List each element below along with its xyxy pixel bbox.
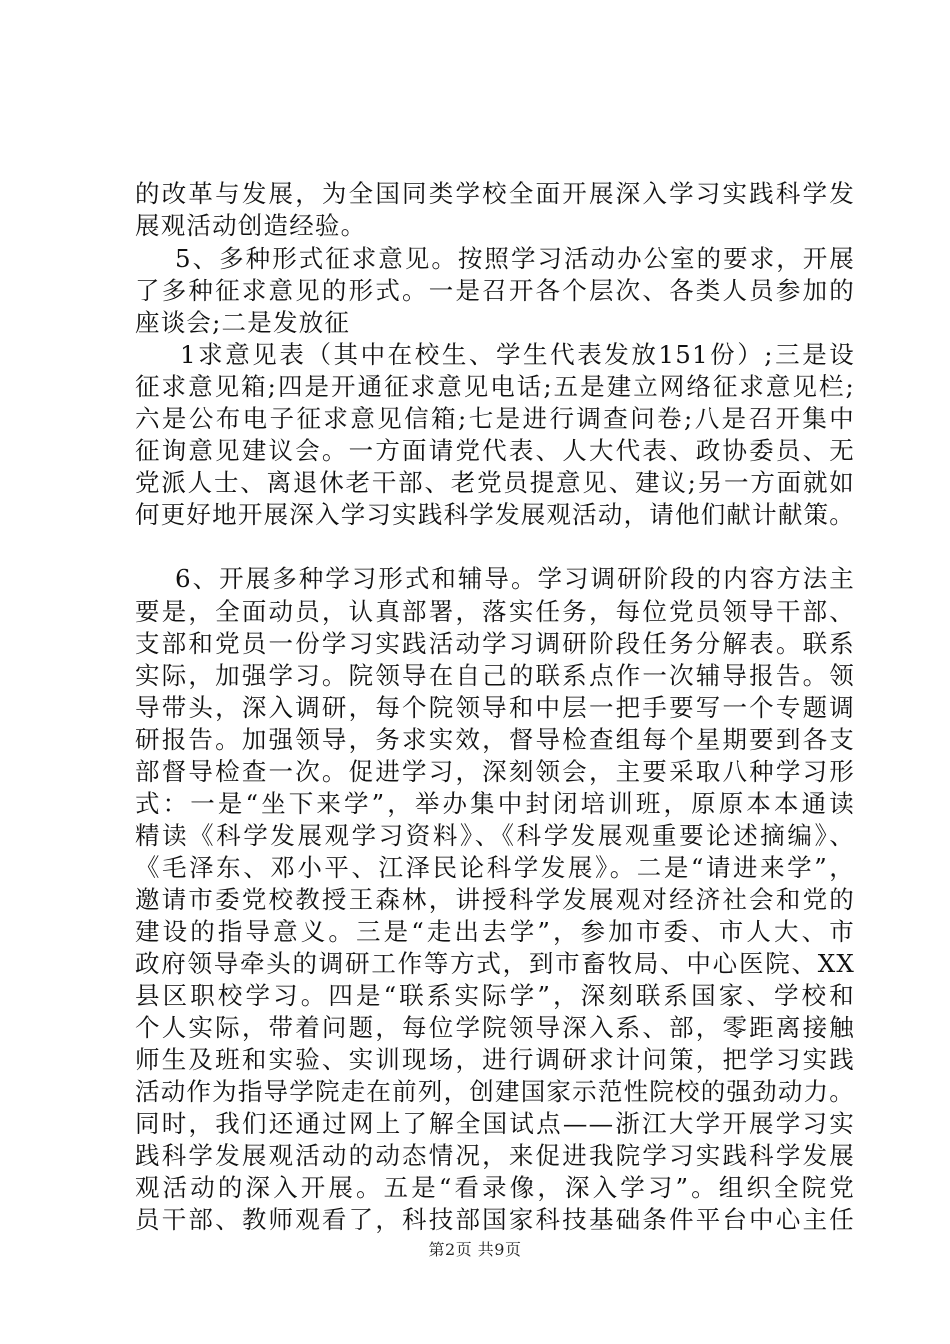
text-line: 6、开展多种学习形式和辅导。学习调研阶段的内容方法主: [175, 564, 855, 593]
text-line: 《毛泽东、邓小平、江泽民论科学发展》。二是“请进来学”，: [135, 853, 855, 882]
text-line: 的改革与发展，为全国同类学校全面开展深入学习实践科学发: [135, 179, 855, 208]
text-line: 邀请市委党校教授王森林，讲授科学发展观对经济社会和党的: [135, 885, 855, 914]
text-line: 1求意见表（其中在校生、学生代表发放151份）;三是设: [180, 340, 855, 369]
text-line: 征询意见建议会。一方面请党代表、人大代表、政协委员、无: [135, 436, 855, 465]
text-line: 个人实际，带着问题，每位学院领导深入系、部，零距离接触: [135, 1013, 855, 1042]
text-line: 5、多种形式征求意见。按照学习活动办公室的要求，开展: [175, 244, 855, 273]
text-line: 征求意见箱;四是开通征求意见电话;五是建立网络征求意见栏;: [135, 372, 855, 401]
text-line: 县区职校学习。四是“联系实际学”，深刻联系国家、学校和: [135, 981, 855, 1010]
text-line: 六是公布电子征求意见信箱;七是进行调查问卷;八是召开集中: [135, 404, 855, 433]
text-line: 座谈会;二是发放征: [135, 308, 351, 337]
text-line: 研报告。加强领导，务求实效，督导检查组每个星期要到各支: [135, 725, 855, 754]
text-line: 部督导检查一次。促进学习，深刻领会，主要采取八种学习形: [135, 757, 855, 786]
text-line: 式：一是“坐下来学”，举办集中封闭培训班，原原本本通读: [135, 789, 855, 818]
page-number-footer: 第2页 共9页: [428, 1240, 522, 1259]
text-line: 政府领导牵头的调研工作等方式，到市畜牧局、中心医院、XX: [135, 949, 855, 978]
text-line: 建设的指导意义。三是“走出去学”，参加市委、市人大、市: [135, 917, 855, 946]
text-line: 活动作为指导学院走在前列，创建国家示范性院校的强劲动力。: [135, 1077, 855, 1106]
text-line: 践科学发展观活动的动态情况，来促进我院学习实践科学发展: [135, 1141, 855, 1170]
text-line: 观活动的深入开展。五是“看录像，深入学习”。组织全院党: [135, 1173, 855, 1202]
text-line: 支部和党员一份学习实践活动学习调研阶段任务分解表。联系: [135, 629, 855, 658]
text-line: 何更好地开展深入学习实践科学发展观活动，请他们献计献策。: [135, 500, 855, 529]
text-line: 员干部、教师观看了，科技部国家科技基础条件平台中心主任: [135, 1205, 855, 1234]
text-line: 展观活动创造经验。: [135, 211, 367, 240]
text-line: 要是，全面动员，认真部署，落实任务，每位党员领导干部、: [135, 597, 855, 626]
text-line: 同时，我们还通过网上了解全国试点——浙江大学开展学习实: [135, 1109, 855, 1138]
text-line: 实际，加强学习。院领导在自己的联系点作一次辅导报告。领: [135, 661, 855, 690]
text-line: 党派人士、离退休老干部、老党员提意见、建议;另一方面就如: [135, 468, 855, 497]
text-line: 了多种征求意见的形式。一是召开各个层次、各类人员参加的: [135, 276, 855, 305]
text-line: 精读《科学发展观学习资料》、《科学发展观重要论述摘编》、: [135, 821, 855, 850]
text-line: 师生及班和实验、实训现场，进行调研求计问策，把学习实践: [135, 1045, 855, 1074]
text-line: 导带头，深入调研，每个院领导和中层一把手要写一个专题调: [135, 693, 855, 722]
